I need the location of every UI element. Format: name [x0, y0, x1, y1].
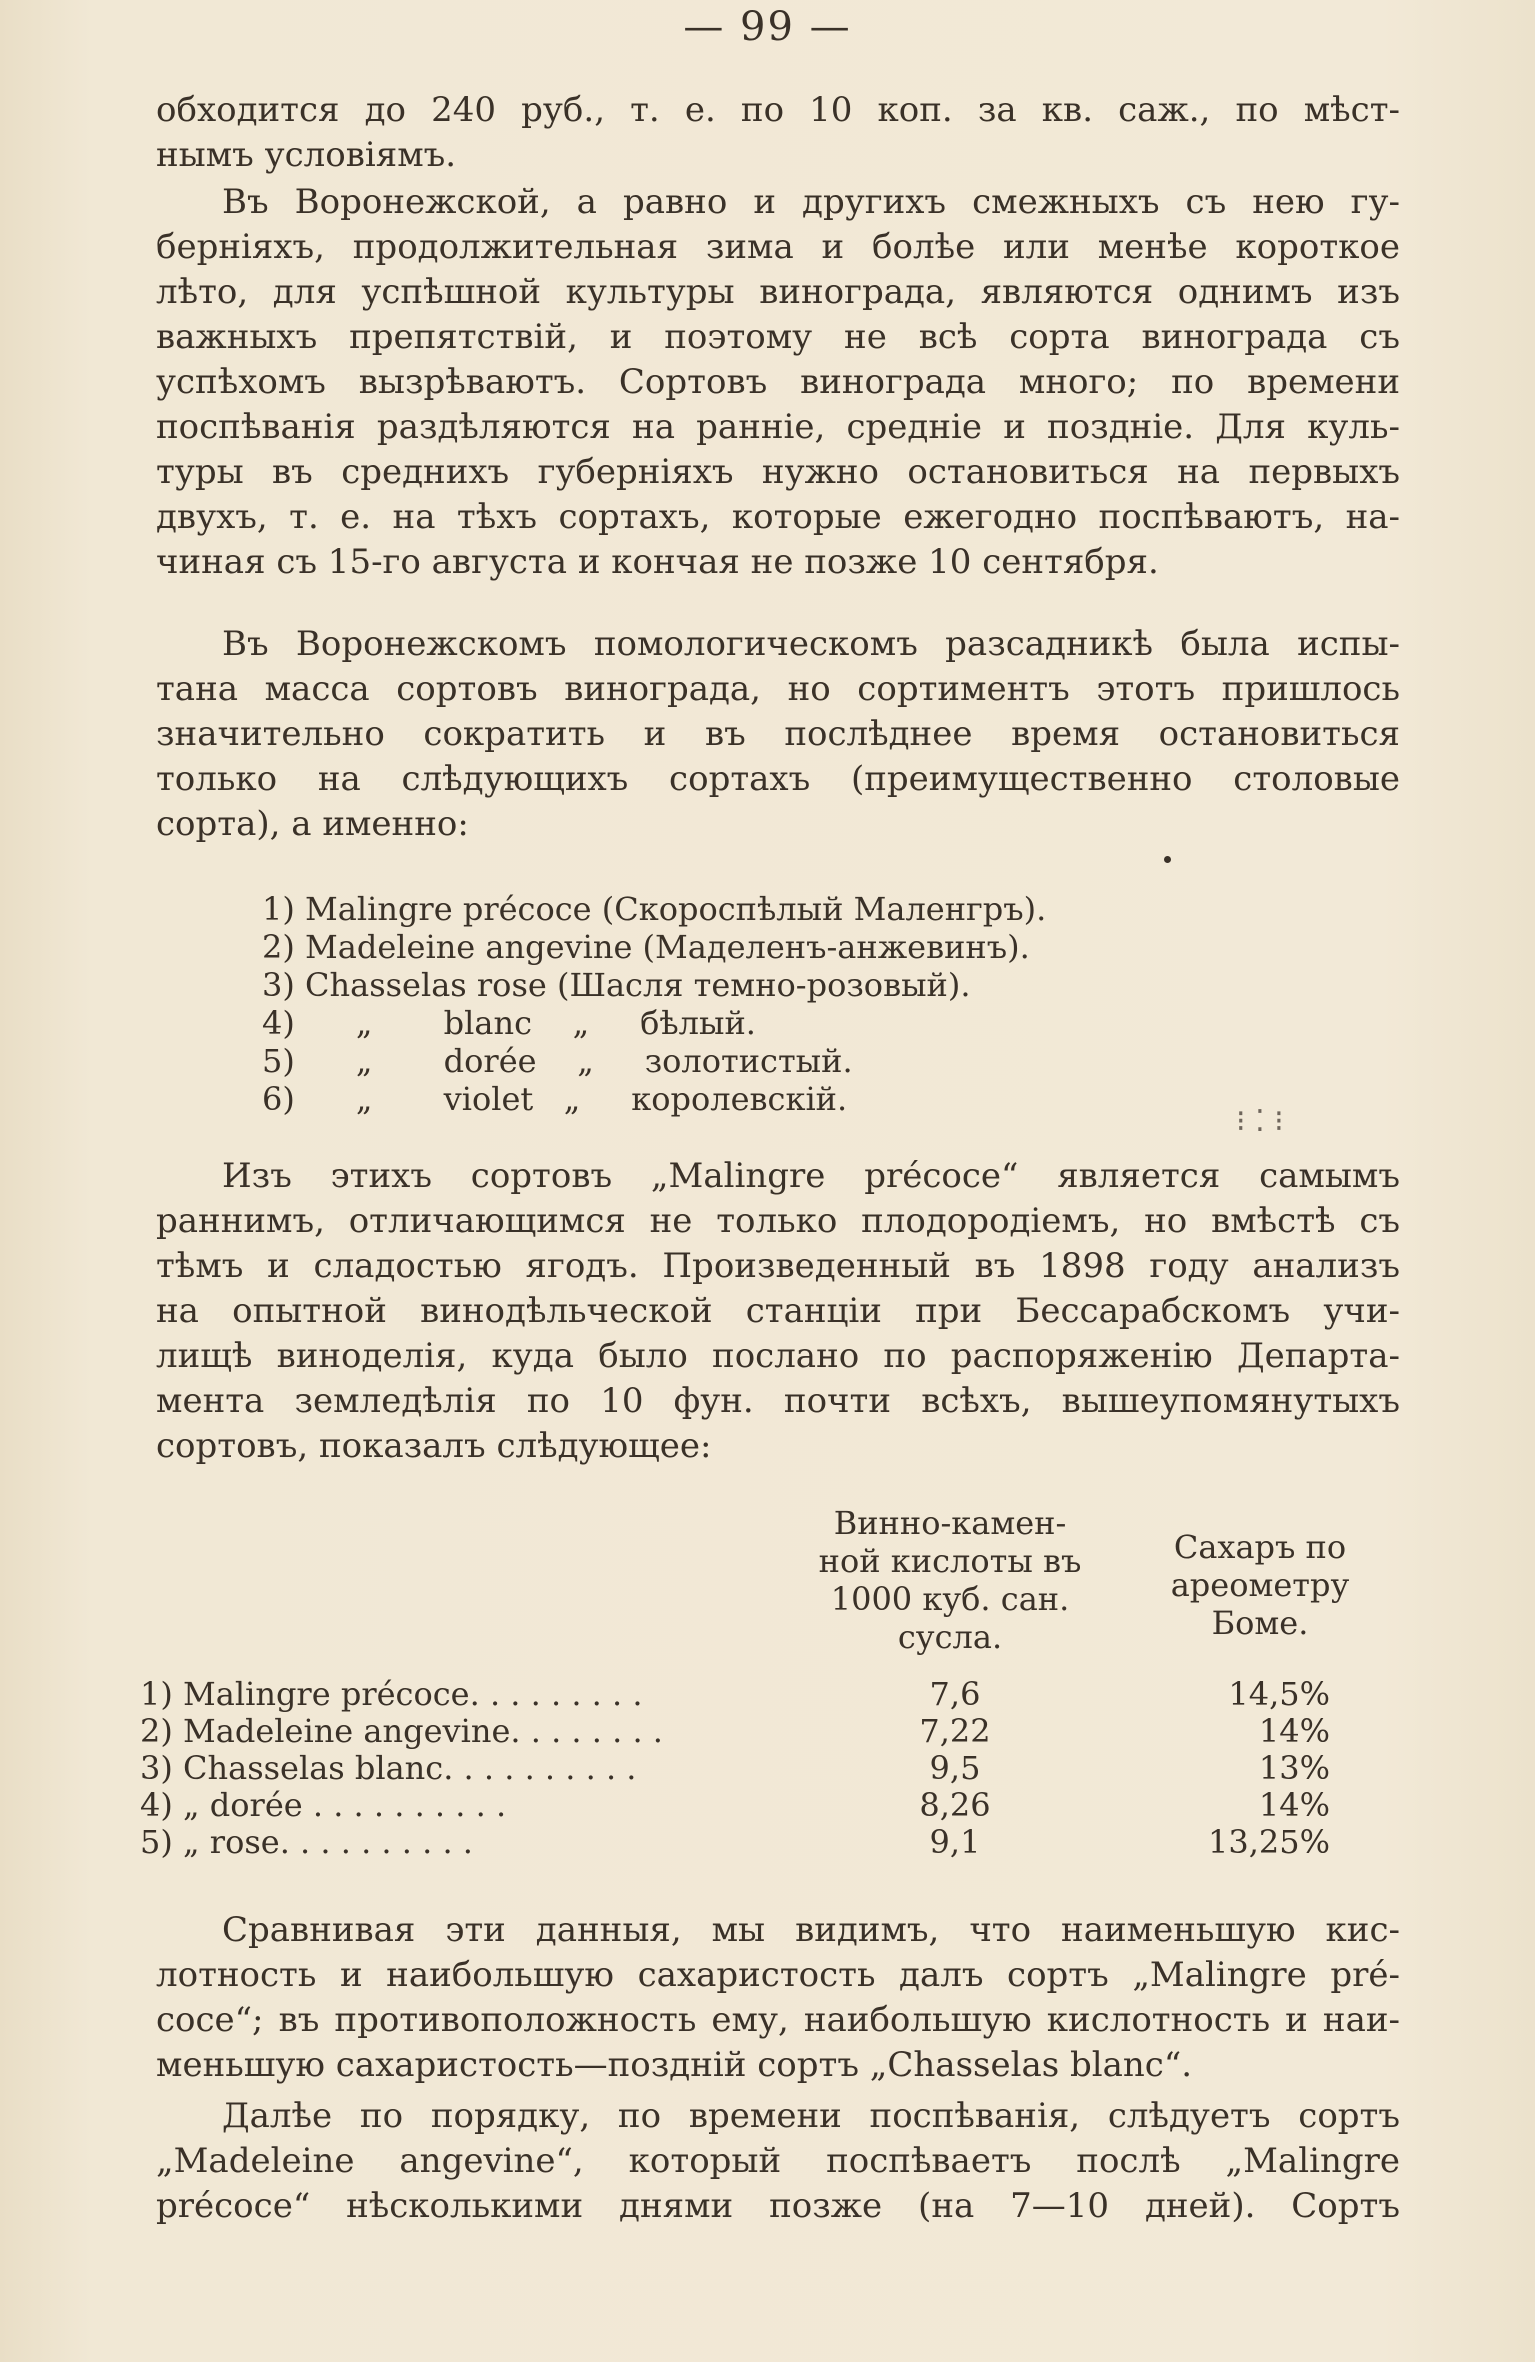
header-line: Сахаръ по	[1173, 1528, 1347, 1566]
text-line: лищѣ виноделія, куда было послано по распоряженію Департа-	[156, 1336, 1400, 1376]
text-line: туры въ среднихъ губерніяхъ нужно остановиться на первыхъ	[156, 452, 1400, 492]
header-line: Боме.	[1211, 1604, 1309, 1642]
text-line: успѣхомъ вызрѣваютъ. Сортовъ винограда много; по времени	[156, 362, 1400, 402]
text-line: лѣто, для успѣшной культуры винограда, являются однимъ изъ	[156, 272, 1400, 312]
text-line: тѣмъ и сладостью ягодъ. Произведенный въ 1898 году анализъ	[156, 1246, 1400, 1286]
paragraph-2	[156, 180, 1400, 585]
text-line: Далѣе по порядку, по времени поспѣванія, слѣдуетъ сортъ	[222, 2096, 1400, 2136]
acid-cell: 7,22	[919, 1712, 991, 1750]
header-line: ареометру	[1170, 1566, 1350, 1604]
text-line: сорта), а именно:	[156, 804, 469, 844]
list-item: 6) „ violet „ королевскій.	[262, 1080, 848, 1118]
text-line: лотность и наибольшую сахаристость далъ сортъ „Malingre pré-	[156, 1955, 1400, 1995]
column-header-acid	[800, 1504, 1100, 1656]
text-line: сортовъ, показалъ слѣдующее:	[156, 1426, 712, 1466]
paragraph-1	[156, 88, 1400, 178]
text-line: Въ Воронежской, а равно и другихъ смежныхъ съ нею гу-	[222, 182, 1400, 222]
table-row	[140, 1750, 1330, 1787]
list-item: 3) Chasselas rose (Шасля темно-розовый).	[262, 966, 971, 1004]
list-item: 1) Malingre précoce (Скороспѣлый Маленгръ).	[262, 890, 1047, 928]
table-row	[140, 1676, 1330, 1713]
acid-cell: 8,26	[919, 1786, 991, 1824]
list-item: 2) Madeleine angevine (Маделенъ-анжевинъ).	[262, 928, 1030, 966]
sugar-cell: 14%	[1258, 1712, 1330, 1750]
list-item: 4) „ blanc „ бѣлый.	[262, 1004, 756, 1042]
text-line: на опытной винодѣльческой станціи при Бессарабскомъ учи-	[156, 1291, 1400, 1331]
variety-cell: 1) Malingre précoce. . . . . . . . .	[140, 1675, 643, 1713]
variety-list	[262, 890, 1046, 1118]
text-line: чиная съ 15-го августа и кончая не позже 10 сентября.	[156, 542, 1159, 582]
paragraph-5	[156, 1908, 1400, 2088]
header-line: сусла.	[897, 1618, 1003, 1656]
acid-cell: 7,6	[929, 1675, 981, 1713]
paragraph-6	[156, 2094, 1400, 2229]
text-line: нымъ условіямъ.	[156, 135, 457, 175]
variety-cell: 4) „ dorée . . . . . . . . . .	[140, 1786, 507, 1824]
list-item: 5) „ dorée „ золотистый.	[262, 1042, 853, 1080]
text-line: Въ Воронежскомъ помологическомъ разсадникѣ была испы-	[222, 624, 1400, 664]
table-row	[140, 1713, 1330, 1750]
sugar-cell: 14%	[1258, 1786, 1330, 1824]
text-line: двухъ, т. е. на тѣхъ сортахъ, которые ежегодно поспѣваютъ, на-	[156, 497, 1400, 537]
sugar-cell: 13,25%	[1207, 1823, 1330, 1861]
text-line: Изъ этихъ сортовъ „Malingre précoce“ является самымъ	[222, 1156, 1400, 1196]
text-line: только на слѣдующихъ сортахъ (преимущественно столовые	[156, 759, 1400, 799]
text-line: мента земледѣлія по 10 фун. почти всѣхъ, вышеупомянутыхъ	[156, 1381, 1400, 1421]
ink-speck	[1164, 856, 1171, 863]
paragraph-3	[156, 622, 1400, 847]
text-line: обходится до 240 руб., т. е. по 10 коп. за кв. саж., по мѣст-	[156, 90, 1400, 130]
ink-mark: ⁝ ⁚ ⁝	[1236, 1104, 1284, 1139]
variety-cell: 2) Madeleine angevine. . . . . . . .	[140, 1712, 663, 1750]
page-number: — 99 —	[683, 4, 852, 50]
text-line: Сравнивая эти данныя, мы видимъ, что наименьшую кис-	[222, 1910, 1400, 1950]
analysis-table	[140, 1676, 1330, 1861]
text-line: coce“; въ противоположность ему, наибольшую кислотность и наи-	[156, 2000, 1400, 2040]
text-line: раннимъ, отличающимся не только плодородіемъ, но вмѣстѣ съ	[156, 1201, 1400, 1241]
text-line: значительно сократить и въ послѣднее время остановиться	[156, 714, 1400, 754]
text-line: „Madeleine angevine“, который поспѣваетъ послѣ „Malingre	[156, 2141, 1400, 2181]
acid-cell: 9,1	[929, 1823, 981, 1861]
table-row	[140, 1787, 1330, 1824]
header-line: ной кислоты въ	[818, 1542, 1082, 1580]
paragraph-4	[156, 1154, 1400, 1469]
sugar-cell: 14,5%	[1228, 1675, 1330, 1713]
header-line: Винно-камен-	[833, 1504, 1067, 1542]
text-line: берніяхъ, продолжительная зима и болѣе или менѣе короткое	[156, 227, 1400, 267]
header-line: 1000 куб. сан.	[830, 1580, 1070, 1618]
acid-cell: 9,5	[929, 1749, 981, 1787]
text-line: меньшую сахаристость—поздній сортъ „Chasselas blanc“.	[156, 2045, 1193, 2085]
variety-cell: 5) „ rose. . . . . . . . . .	[140, 1823, 473, 1861]
text-line: важныхъ препятствій, и поэтому не всѣ сорта винограда съ	[156, 317, 1400, 357]
sugar-cell: 13%	[1258, 1749, 1330, 1787]
table-row	[140, 1824, 1330, 1861]
text-line: précoce“ нѣсколькими днями позже (на 7—10 дней). Сортъ	[156, 2186, 1400, 2226]
text-line: поспѣванія раздѣляются на ранніе, средніе и поздніе. Для куль-	[156, 407, 1400, 447]
text-line: тана масса сортовъ винограда, но сортиментъ этотъ пришлось	[156, 669, 1400, 709]
column-header-sugar	[1130, 1528, 1390, 1642]
variety-cell: 3) Chasselas blanc. . . . . . . . . .	[140, 1749, 637, 1787]
